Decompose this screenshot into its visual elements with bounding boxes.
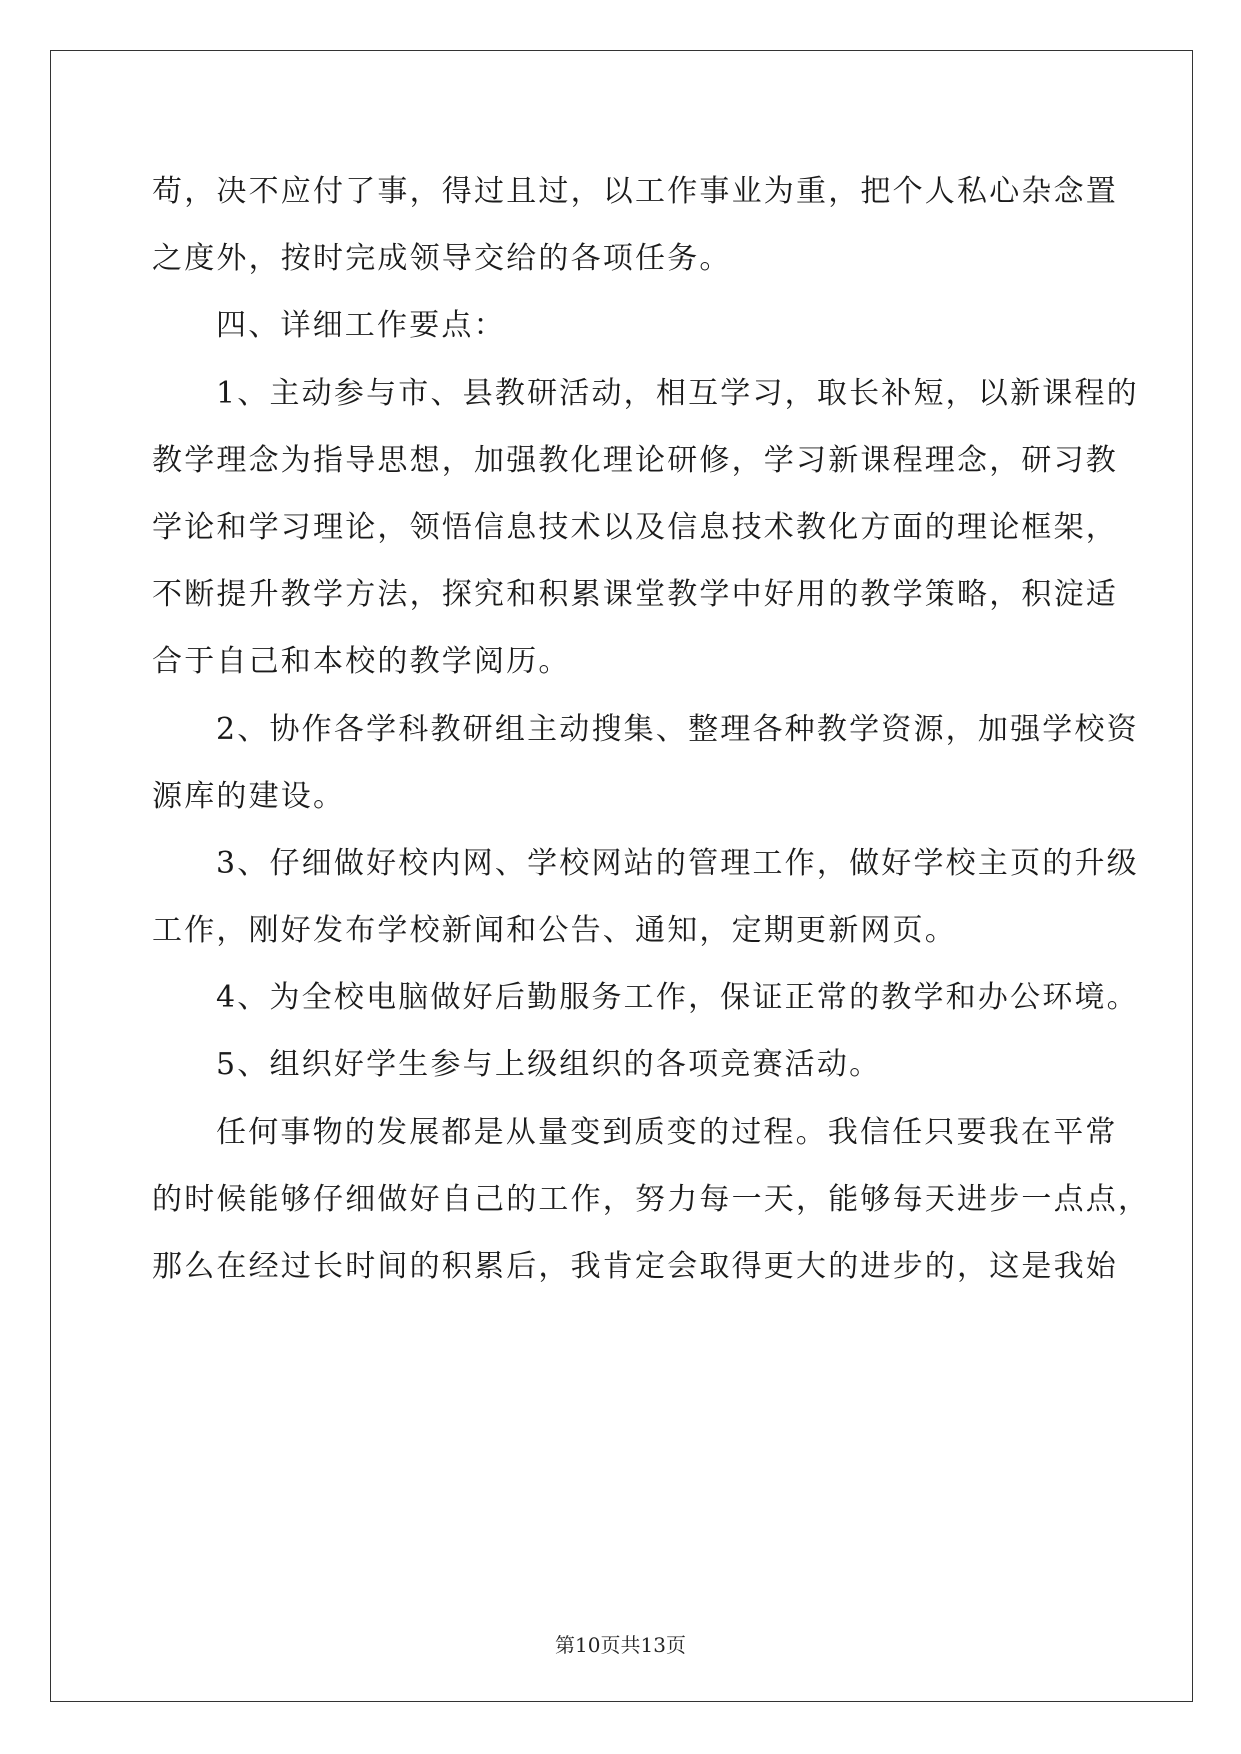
text-line: 之度外，按时完成领导交给的各项任务。 — [152, 241, 732, 277]
text-line: 苟，决不应付了事，得过且过，以工作事业为重，把个人私心杂念置 — [152, 174, 1118, 209]
page-number: 第10页 — [555, 1633, 621, 1657]
text-line: 1、主动参与市、县教研活动，相互学习，取长补短，以新课程的 — [216, 375, 1139, 411]
text-line: 源库的建设。 — [152, 778, 346, 814]
text-line: 工作，刚好发布学校新闻和公告、通知，定期更新网页。 — [152, 913, 957, 949]
text-line: 5、组织好学生参与上级组织的各项竞赛活动。 — [216, 1047, 882, 1083]
text-line: 四、详细工作要点： — [216, 308, 506, 344]
text-line: 不断提升教学方法，探究和积累课堂教学中好用的教学策略，积淀适 — [152, 577, 1118, 613]
text-line: 学论和学习理论，领悟信息技术以及信息技术教化方面的理论框架， — [152, 509, 1118, 545]
page-footer — [0, 1632, 1241, 1658]
text-line: 的时候能够仔细做好自己的工作，努力每一天，能够每天进步一点点， — [152, 1181, 1151, 1217]
text-line: 4、为全校电脑做好后勤服务工作，保证正常的教学和办公环境。 — [216, 980, 1139, 1016]
text-line: 任何事物的发展都是从量变到质变的过程。我信任只要我在平常 — [216, 1114, 1118, 1150]
text-line: 合于自己和本校的教学阅历。 — [152, 644, 571, 680]
text-line: 2、协作各学科教研组主动搜集、整理各种教学资源，加强学校资 — [216, 711, 1139, 747]
document-body — [152, 158, 1151, 1300]
text-line: 3、仔细做好校内网、学校网站的管理工作，做好学校主页的升级 — [216, 845, 1139, 881]
text-line: 那么在经过长时间的积累后，我肯定会取得更大的进步的，这是我始 — [152, 1249, 1118, 1284]
page-total: 共13页 — [620, 1633, 686, 1657]
text-line: 教学理念为指导思想，加强教化理论研修，学习新课程理念，研习教 — [152, 442, 1118, 478]
